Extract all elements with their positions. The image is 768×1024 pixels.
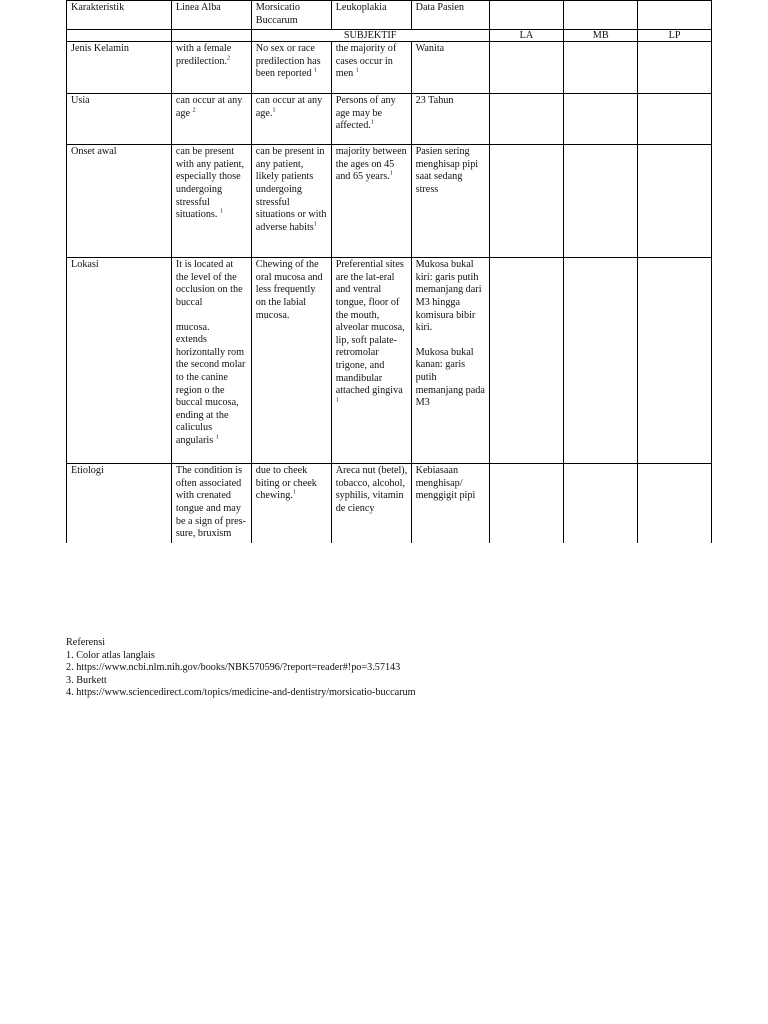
subheader-la: LA: [489, 30, 564, 42]
cell-morsicatio-buccarum: Chewing of the oral mucosa and less frequently on the labial mucosa.: [251, 258, 331, 464]
cell-la: [489, 145, 564, 258]
table-header-row: [67, 1, 712, 30]
header-leukoplakia: Leukoplakia: [331, 1, 411, 30]
subheader-empty-cell: [171, 30, 251, 42]
cell-data-pasien: 23 Tahun: [411, 94, 489, 145]
cell-morsicatio-buccarum: No sex or race predilection has been reported $^1$: [251, 42, 331, 94]
row-label: Onset awal: [67, 145, 172, 258]
cell-data-pasien: Pasien sering menghisap pipi saat sedang stress: [411, 145, 489, 258]
comparison-table-container: [66, 0, 712, 543]
cell-leukoplakia: Areca nut (betel), tobacco, alcohol, syphilis, vitamin de ciency: [331, 464, 411, 543]
cell-la: [489, 258, 564, 464]
header-empty-1: [489, 1, 564, 30]
row-label: Jenis Kelamin: [67, 42, 172, 94]
header-linea-alba: Linea Alba: [171, 1, 251, 30]
row-label: Usia: [67, 94, 172, 145]
row-label: Etiologi: [67, 464, 172, 543]
header-empty-2: [564, 1, 638, 30]
cell-linea-alba: can occur at any age $^2$: [171, 94, 251, 145]
reference-item: 1. Color atlas langlais: [66, 649, 155, 661]
cell-mb: [564, 42, 638, 94]
table-row: [67, 258, 712, 464]
reference-item: 3. Burkett: [66, 674, 107, 686]
cell-lp: [638, 94, 712, 145]
reference-item-link[interactable]: 4. https://www.sciencedirect.com/topics/medicine-and-dentistry/morsicatio-buccarum: [66, 687, 416, 699]
cell-data-pasien: Mukosa bukal kiri: garis putih memanjang dari M3 hingga komisura bibir kiri. Mukosa bukal kanan: garis putih memanjang pada M3: [411, 258, 489, 464]
cell-mb: [564, 94, 638, 145]
cell-mb: [564, 145, 638, 258]
table-row: [67, 42, 712, 94]
cell-leukoplakia: Preferential sites are the lat-eral and ventral tongue, floor of the mouth, alveolar mucosa, lip, soft palate-retromolar trigone, and mandibular attached gingiva $^1$: [331, 258, 411, 464]
references-section: [66, 637, 416, 700]
cell-morsicatio-buccarum: can occur at any age.$^1$: [251, 94, 331, 145]
cell-morsicatio-buccarum: can be present in any patient, likely patients undergoing stressful situations or with adverse habits$^1$: [251, 145, 331, 258]
header-empty-3: [638, 1, 712, 30]
table-row: [67, 145, 712, 258]
cell-lp: [638, 42, 712, 94]
references-title: Referensi: [66, 637, 106, 648]
subheader-lp: LP: [638, 30, 712, 42]
cell-morsicatio-buccarum: due to cheek biting or cheek chewing.$^1$: [251, 464, 331, 543]
cell-la: [489, 464, 564, 543]
cell-leukoplakia: majority between the ages on 45 and 65 years.$^1$: [331, 145, 411, 258]
table-row: [67, 94, 712, 145]
cell-mb: [564, 258, 638, 464]
cell-linea-alba: can be present with any patient, especially those undergoing stressful situations. $^1$: [171, 145, 251, 258]
subheader-mb: MB: [564, 30, 638, 42]
cell-la: [489, 42, 564, 94]
cell-data-pasien: Wanita: [411, 42, 489, 94]
table-row: [67, 464, 712, 543]
reference-item-link[interactable]: 2. https://www.ncbi.nlm.nih.gov/books/NBK570596/?report=reader#!po=3.57143: [66, 662, 401, 674]
table-subheader-row: [67, 30, 712, 42]
cell-data-pasien: Kebiasaan menghisap/ menggigit pipi: [411, 464, 489, 543]
cell-mb: [564, 464, 638, 543]
cell-leukoplakia: Persons of any age may be affected.$^1$: [331, 94, 411, 145]
header-karakteristik: Karakteristik: [67, 1, 172, 30]
subheader-empty-cell: [67, 30, 172, 42]
section-label-subjektif: SUBJEKTIF: [251, 30, 489, 42]
header-morsicatio-buccarum: Morsicatio Buccarum: [251, 1, 331, 30]
cell-lp: [638, 145, 712, 258]
cell-lp: [638, 258, 712, 464]
cell-leukoplakia: the majority of cases occur in men $^1$: [331, 42, 411, 94]
cell-lp: [638, 464, 712, 543]
row-label: Lokasi: [67, 258, 172, 464]
comparison-table: [66, 0, 712, 543]
cell-linea-alba: It is located at the level of the occlusion on the buccal mucosa. extends horizontally rom the second molar to the canine region o the buccal mucosa, ending at the caliculus angularis $^1$: [171, 258, 251, 464]
cell-linea-alba: The condition is often associated with crenated tongue and may be a sign of pres-sure, bruxism: [171, 464, 251, 543]
header-data-pasien: Data Pasien: [411, 1, 489, 30]
cell-la: [489, 94, 564, 145]
cell-linea-alba: with a female predilection.$^2$: [171, 42, 251, 94]
